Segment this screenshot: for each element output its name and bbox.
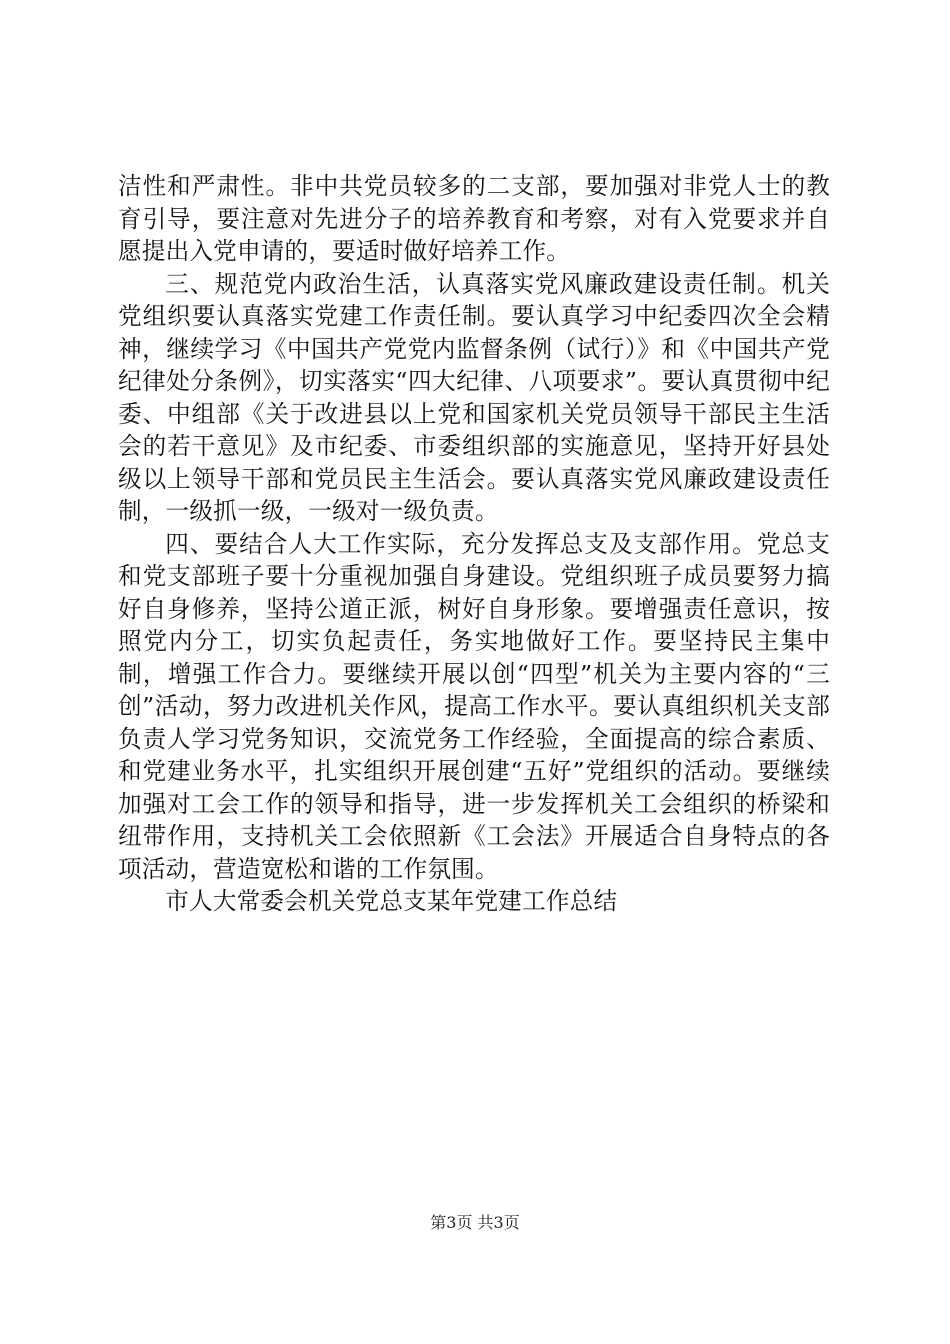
document-body xyxy=(118,170,830,918)
page-number-footer: 第3页 共3页 xyxy=(430,1213,520,1232)
paragraph-section-three: 三、规范党内政治生活，认真落实党风廉政建设责任制。机关党组织要认真落实党建工作责任制。要认真学习中纪委四次全会精神，继续学习《中国共产党党内监督条例（试行）》和《中国共产党纪律处分条例》，切实落实“四大纪律、八项要求”。要认真贯彻中纪委、中组部《关于改进县以上党和国家机关党员领导干部民主生活会的若干意见》及市纪委、市委组织部的实施意见，坚持开好县处级以上领导干部和党员民主生活会。要认真落实党风廉政建设责任制，一级抓一级，一级对一级负责。 xyxy=(118,269,830,525)
paragraph-continuation: 洁性和严肃性。非中共党员较多的二支部，要加强对非党人士的教育引导，要注意对先进分子的培养教育和考察，对有入党要求并自愿提出入党申请的，要适时做好培养工作。 xyxy=(118,172,830,265)
document-closing-title: 市人大常委会机关党总支某年党建工作总结 xyxy=(165,887,618,915)
paragraph-section-four: 四、要结合人大工作实际，充分发挥总支及支部作用。党总支和党支部班子要十分重视加强自身建设。党组织班子成员要努力搞好自身修养，坚持公道正派，树好自身形象。要增强责任意识，按照党内分工，切实负起责任，务实地做好工作。要坚持民主集中制，增强工作合力。要继续开展以创“四型”机关为主要内容的“三创”活动，努力改进机关作风，提高工作水平。要认真组织机关支部负责人学习党务知识，交流党务工作经验，全面提高的综合素质、和党建业务水平，扎实组织开展创建“五好”党组织的活动。要继续加强对工会工作的领导和指导，进一步发挥机关工会组织的桥梁和纽带作用，支持机关工会依照新《工会法》开展适合自身特点的各项活动，营造宽松和谐的工作氛围。 xyxy=(118,529,830,883)
